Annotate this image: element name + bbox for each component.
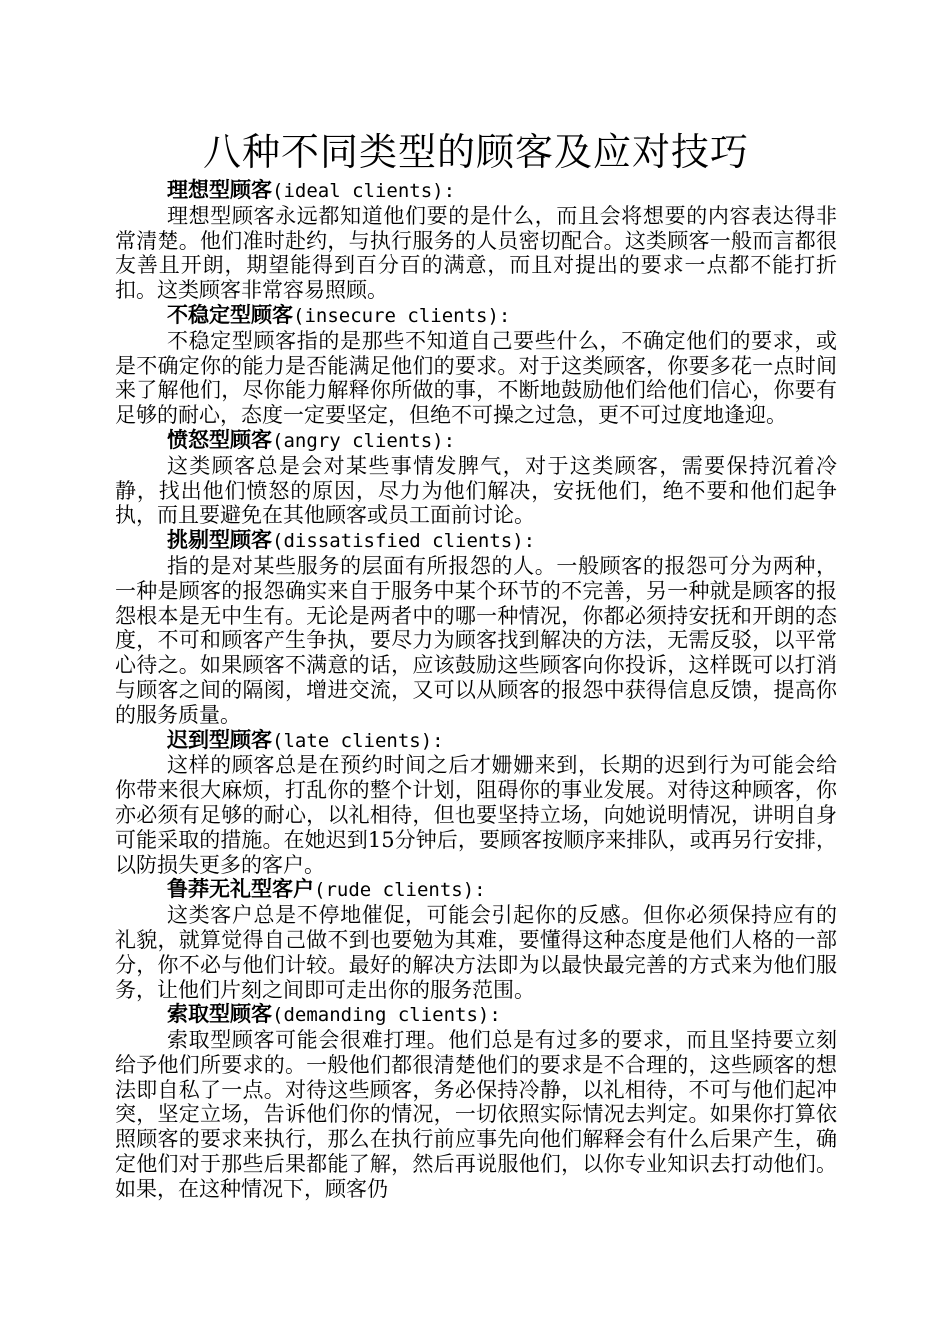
heading-cn: 鲁莽无礼型客户	[167, 876, 314, 902]
section-body-dissatisfied: 指的是对某些服务的层面有所报怨的人。一般顾客的报怨可分为两种，一种是顾客的报怨确实来自于服务中某个环节的不完善，另一种就是顾客的报怨根本是无中生有。无论是两者中的哪一种情况，你都必须持安抚和开朗的态度，不可和顾客产生争执，要尽力为顾客找到解决的方法，无需反驳，以平常心待之。如果顾客不满意的话，应该鼓励这些顾客向你投诉，这样既可以打消与顾客之间的隔阂，增进交流，又可以从顾客的报怨中获得信息反馈，提高你的服务质量。	[115, 553, 837, 727]
document-title: 八种不同类型的顾客及应对技巧	[202, 130, 749, 174]
section-heading-late	[115, 728, 837, 754]
heading-cn: 不稳定型顾客	[167, 301, 293, 327]
heading-cn: 愤怒型顾客	[167, 426, 272, 452]
section-heading-insecure	[115, 303, 837, 329]
section-body-ideal: 理想型顾客永远都知道他们要的是什么，而且会将想要的内容表达得非常清楚。他们准时赴约，与执行服务的人员密切配合。这类顾客一般而言都很友善且开朗，期望能得到百分百的满意，而且对提出的要求一点都不能打折扣。这类顾客非常容易照顾。	[115, 203, 837, 303]
section-body-angry: 这类顾客总是会对某些事情发脾气，对于这类顾客，需要保持沉着冷静，找出他们愤怒的原因，尽力为他们解决，安抚他们，绝不要和他们起争执，而且要避免在其他顾客或员工面前讨论。	[115, 453, 837, 528]
section-heading-dissatisfied	[115, 528, 837, 554]
heading-cn: 挑剔型顾客	[167, 527, 272, 553]
heading-cn: 迟到型顾客	[167, 726, 272, 752]
heading-en: (dissatisfied clients):	[272, 530, 536, 553]
heading-cn: 索取型顾客	[167, 1001, 272, 1027]
heading-en: (late clients):	[272, 729, 444, 752]
heading-en: (rude clients):	[314, 879, 486, 902]
section-heading-rude	[115, 877, 837, 903]
section-heading-angry	[115, 428, 837, 454]
heading-cn: 理想型顾客	[167, 177, 272, 202]
section-body-late: 这样的顾客总是在预约时间之后才姗姗来到，长期的迟到行为可能会给你带来很大麻烦，打乱你的整个计划，阻碍你的事业发展。对待这种顾客，你亦必须有足够的耐心，以礼相待，但也要坚持立场，向她说明情况，讲明自身可能采取的措施。在她迟到15分钟后，要顾客按顺序来排队，或再另行安排，以防损失更多的客户。	[115, 753, 837, 877]
heading-en: (demanding clients):	[272, 1004, 501, 1027]
section-body-insecure: 不稳定型顾客指的是那些不知道自己要些什么，不确定他们的要求，或是不确定你的能力是否能满足他们的要求。对于这类顾客，你要多花一点时间来了解他们，尽你能力解释你所做的事，不断地鼓励他们给他们信心，你要有足够的耐心，态度一定要坚定，但绝不可操之过急，更不可过度地逢迎。	[115, 328, 837, 428]
section-body-demanding: 索取型顾客可能会很难打理。他们总是有过多的要求，而且坚持要立刻给予他们所要求的。一般他们都很清楚他们的要求是不合理的，这些顾客的想法即自私了一点。对待这些顾客，务必保持冷静，以礼相待，不可与他们起冲突，坚定立场，告诉他们你的情况，一切依照实际情况去判定。如果你打算依照顾客的要求来执行，那么在执行前应事先向他们解释会有什么后果产生，确定他们对于那些后果都能了解，然后再说服他们，以你专业知识去打动他们。如果，在这种情况下，顾客仍	[115, 1028, 837, 1201]
heading-en: (ideal clients):	[272, 180, 456, 202]
section-body-rude: 这类客户总是不停地催促，可能会引起你的反感。但你必须保持应有的礼貌，就算觉得自己做不到也要勉为其难，要懂得这种态度是他们人格的一部分，你不必与他们计较。最好的解决方法即为以最快最完善的方式来为他们服务，让他们片刻之间即可走出你的服务范围。	[115, 903, 837, 1002]
document-page	[115, 128, 837, 1202]
section-heading-demanding	[115, 1002, 837, 1028]
heading-en: (insecure clients):	[293, 304, 511, 327]
section-heading-ideal	[115, 178, 837, 204]
heading-en: (angry clients):	[272, 429, 456, 452]
